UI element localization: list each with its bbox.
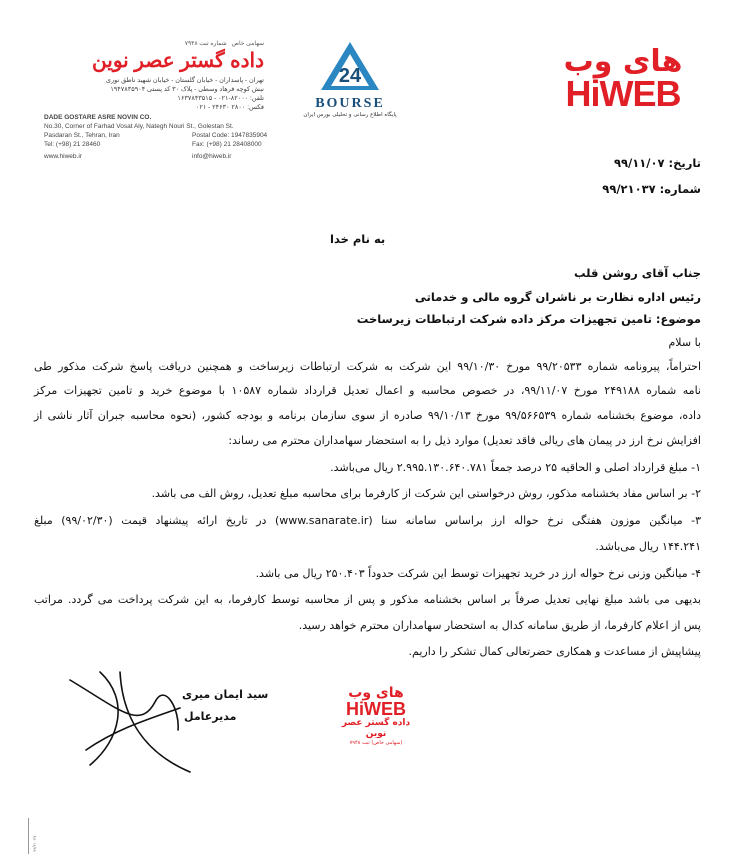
company-postal-en: Postal Code: 1947835904 <box>192 132 268 139</box>
stamp-brand-en: HiWEB <box>346 699 406 719</box>
bourse-tagline: پایگاه اطلاع رسانی و تحلیلی بورس ایران <box>303 112 397 118</box>
bismillah: به نام خدا <box>330 232 386 246</box>
company-fax-en: Fax: (+98) 21 28408000 <box>192 141 262 148</box>
closing-line: پس از اعلام کارفرما، از طریق سامانه کدال به استحضار سهامداران محترم خواهد رسید. <box>298 619 701 632</box>
stamp-registration: (سهامی خاص) ثبت ۷۹۴۸ <box>349 740 403 746</box>
bourse-triangle-icon <box>319 40 381 92</box>
company-tel-en: Tel: (+98) 21 28460 <box>44 141 101 148</box>
hiweb-logo-fa: های وب <box>563 44 683 79</box>
hiweb-logo <box>548 44 698 118</box>
stamp-brand-fa: های وب <box>348 685 404 701</box>
signer-role: مدیرعامل <box>184 710 237 723</box>
company-address-en: No.30, Corner of Farhad Vosat Aly, Nategh Nouri St., Golestan St. <box>44 123 234 130</box>
company-website: www.hiweb.ir <box>44 153 82 160</box>
letter-subject: موضوع: تامین تجهیزات مرکز داده شرکت ارتباطات زیرساخت <box>356 312 701 326</box>
list-item: ۲- بر اساس مفاد بخشنامه مذکور، روش درخواستی این شرکت از کارفرما برای محاسبه مبلغ تعدیل، روش الف می باشد. <box>151 487 701 500</box>
closing-line: بدیهی می باشد مبلغ نهایی تعدیل صرفاً بر اساس بخشنامه مذکور و پس از محاسبه توسط کارفرما، به این شرکت پرداخت می گردد. مراتب <box>34 593 701 606</box>
recipient-title: رئیس اداره نظارت بر ناشران گروه مالی و خدماتی <box>414 290 701 304</box>
company-name-logo: داده گستر عصر نوین <box>92 50 264 72</box>
body-line: افزایش نرخ ارز در پیمان های ریالی فاقد تعدیل) موارد ذیل را به استحضار سهامداران محترم می رساند: <box>228 434 701 447</box>
company-stamp <box>336 686 416 746</box>
margin-mark <box>28 818 41 854</box>
company-registration: سهامی خاص شماره ثبت ۷۹۴۸ <box>184 41 264 47</box>
salutation: با سلام <box>668 336 701 349</box>
body-line: نامه شماره ۲۴۹۱۸۸ مورخ ۹۹/۱۱/۰۷، در خصوص محاسبه و اعمال تعدیل قرارداد شماره ۱۰۵۸۷ با موضوع خرید و تامین تجهیزات مرکز <box>34 384 701 397</box>
margin-note: ۹۹/۲۱۰۳۷ <box>32 835 37 852</box>
company-address-line2: نبش کوچه فرهاد وسطی - پلاک ۳۰ کد پستی ۱۹۴۷۸۳۵۹۰۴ <box>110 86 264 93</box>
recipient-name: جناب آقای روشن قلب <box>573 266 701 280</box>
company-letterhead <box>44 40 268 160</box>
company-address: تهران - پاسداران - خیابان گلستان - خیابان شهید ناطق نوری <box>105 77 264 84</box>
list-item: ۴- میانگین وزنی نرخ حواله ارز در خرید تجهیزات توسط این شرکت حدوداً ۲۵۰.۴۰۳ ریال می باشد. <box>255 567 701 580</box>
body-line: احتراماً، پیرونامه شماره ۹۹/۲۰۵۳۳ مورخ ۹۹/۱۰/۳۰ این شرکت به شرکت ارتباطات زیرساخت و همچنین دریافت پاسخ شرکت مذکور طی <box>34 360 702 373</box>
svg-text:24: 24 <box>338 65 362 87</box>
list-item-continuation: ۱۴۴.۲۴۱ ریال می‌باشد. <box>595 540 701 553</box>
list-item: ۱- مبلغ قرارداد اصلی و الحاقیه ۲۵ درصد جمعاً ۲.۹۹۵.۱۳۰.۶۴۰.۷۸۱ ریال می‌باشد. <box>330 461 701 474</box>
company-fax: فکس: ۲۸۰۰ ۲۴۶۳۰ - ۰۲۱ <box>195 104 264 111</box>
bourse-logo <box>298 40 402 120</box>
company-email: info@hiweb.ir <box>192 153 232 160</box>
body-line: داده، موضوع بخشنامه شماره ۹۹/۵۶۶۵۳۹ مورخ ۹۹/۱۰/۱۳ صادره از سوی سازمان برنامه و بودجه کشور، (نحوه محاسبه جبران آثار ناشی از <box>34 409 701 422</box>
bourse-wordmark: BOURSE <box>315 96 385 111</box>
hiweb-logo-en: HiWEB <box>565 73 681 114</box>
letter-number: شماره: ۹۹/۲۱۰۳۷ <box>602 182 701 196</box>
list-item: ۳- میانگین موزون هفتگی نرخ حواله ارز براساس سامانه سنا (www.sanarate.ir) در تاریخ ارائه پیشنهاد قیمت (۹۹/۰۲/۳۰) مبلغ <box>34 514 702 527</box>
stamp-company: داده گستر عصر نوین <box>341 718 411 739</box>
company-address2-en: Pasdaran St., Tehran, Iran <box>44 132 120 139</box>
signer-name: سید ایمان میری <box>182 688 269 701</box>
letter-date: تاریخ: ۹۹/۱۱/۰۷ <box>614 156 701 170</box>
company-name-en: DADE GOSTARE ASRE NOVIN CO. <box>44 114 152 121</box>
company-phone: تلفن: ۸۲۰۰۰-۰۲۱ - ۱۶۳۷۸۴۳۵۱۵ <box>177 95 264 102</box>
closing-line: پیشاپیش از مساعدت و همکاری حضرتعالی کمال تشکر را داریم. <box>408 645 701 658</box>
